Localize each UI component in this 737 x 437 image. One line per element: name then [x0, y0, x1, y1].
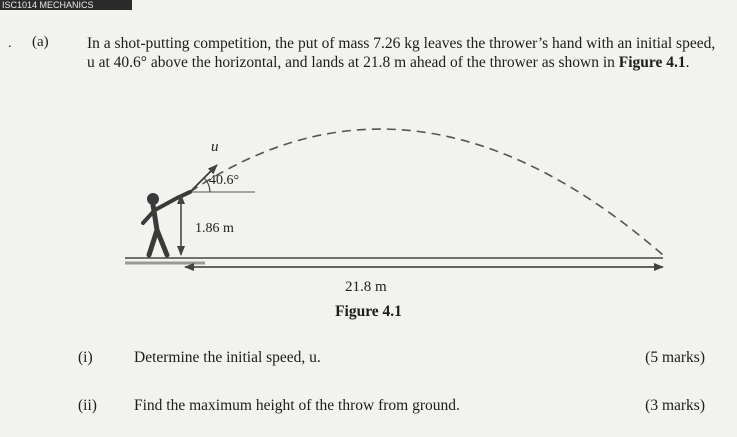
subquestion-text: Determine the initial speed, u.: [134, 349, 321, 366]
question-text: [87, 34, 717, 72]
subquestion-marks: (3 marks): [645, 397, 705, 414]
question-text-main: In a shot-putting competition, the put of mass 7.26 kg leaves the thrower’s hand with an initial speed, u at 40.6° above the horizontal, and lands at 21.8 m ahead of the thrower as shown in: [87, 35, 716, 71]
subquestion-number: (i): [78, 349, 93, 366]
thrower-figure: [143, 192, 190, 255]
question-bullet: .: [8, 36, 12, 51]
velocity-symbol: u: [211, 139, 219, 155]
subquestion-marks: (5 marks): [645, 349, 705, 366]
figure-caption: Figure 4.1: [335, 303, 402, 320]
angle-label: 40.6°: [209, 173, 240, 188]
subquestion-text: Find the maximum height of the throw from ground.: [134, 397, 460, 414]
range-label: 21.8 m: [345, 279, 387, 295]
height-label: 1.86 m: [195, 221, 234, 236]
figure-reference: Figure 4.1: [618, 54, 686, 71]
page-header-strip: ISC1014 MECHANICS: [0, 0, 132, 10]
question-text-end: .: [685, 54, 690, 71]
trajectory-curve: [190, 129, 663, 255]
question-part-label: (a): [32, 34, 49, 50]
subquestion-number: (ii): [78, 397, 97, 414]
projectile-diagram: [115, 95, 675, 295]
